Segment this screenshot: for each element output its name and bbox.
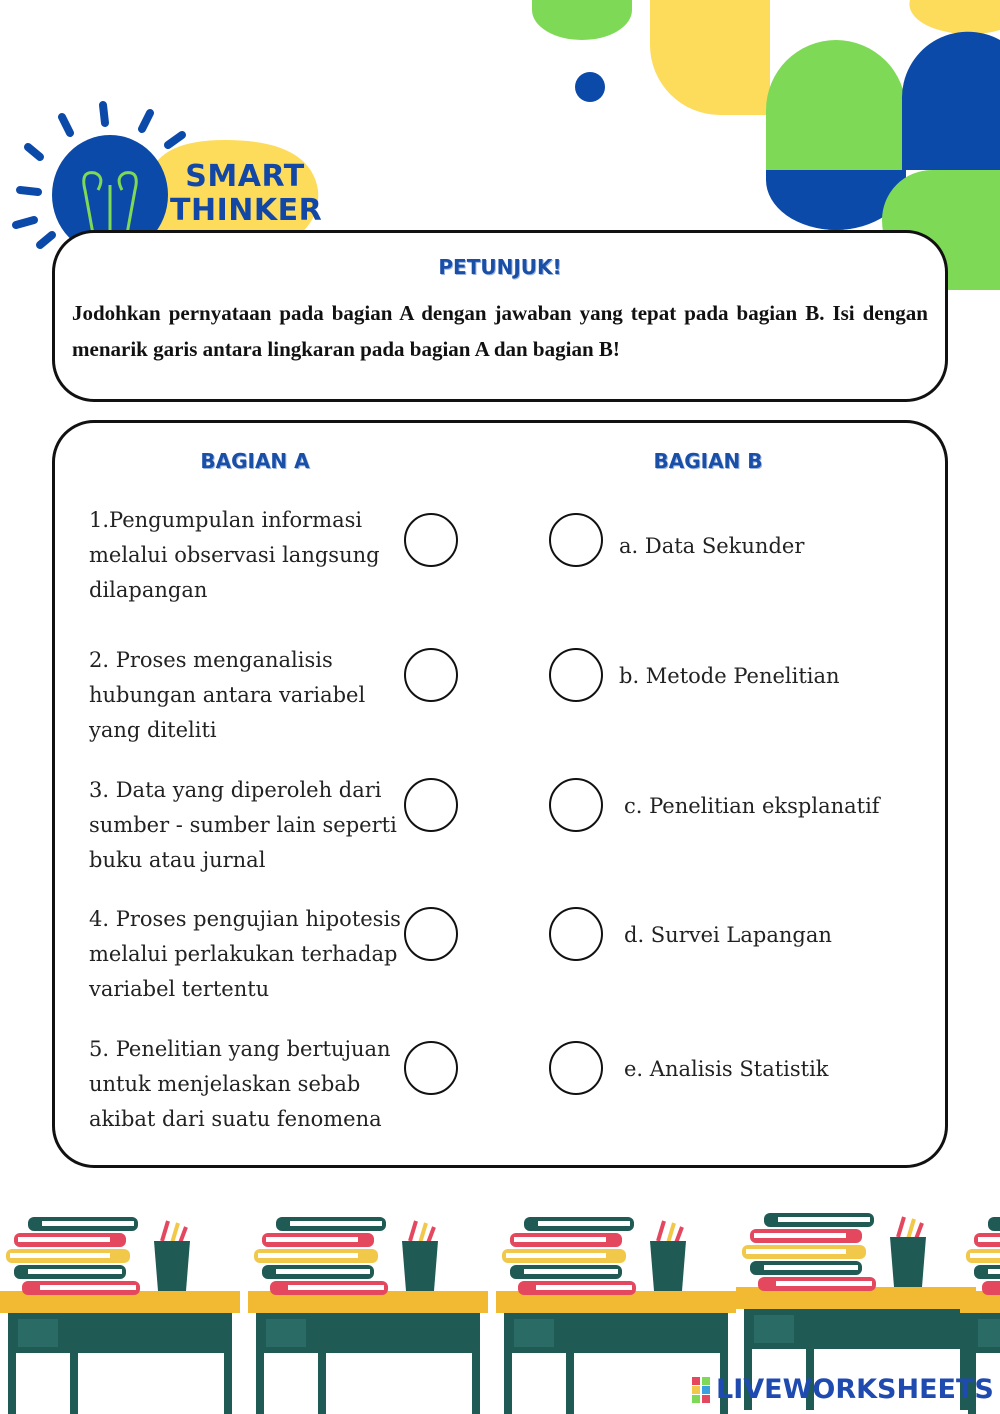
liveworksheets-brand: LIVEWORKSHEETS — [716, 1374, 994, 1405]
part-a-title: BAGIAN A — [200, 449, 310, 473]
part-b-circle-d[interactable] — [549, 907, 603, 961]
logo-line-thinker: THINKER — [170, 193, 323, 228]
part-a-item-5: 5. Penelitian yang bertujuan untuk menjelaskan sebab akibat dari suatu fenomena — [89, 1037, 391, 1131]
part-b-item-d: d. Survei Lapangan — [624, 923, 832, 947]
part-b-circle-e[interactable] — [549, 1041, 603, 1095]
part-a-circle-1[interactable] — [404, 513, 458, 567]
part-b-circle-a[interactable] — [549, 513, 603, 567]
part-a-item-1: 1.Pengumpulan informasi melalui observasi langsung dilapangan — [89, 508, 380, 602]
matching-box — [52, 420, 948, 1168]
part-a-item-3: 3. Data yang diperoleh dari sumber - sumber lain seperti buku atau jurnal — [89, 778, 397, 872]
part-a-circle-2[interactable] — [404, 648, 458, 702]
part-a-item-4: 4. Proses pengujian hipotesis melalui perlakukan terhadap variabel tertentu — [89, 907, 401, 1001]
part-a-item-2: 2. Proses menganalisis hubungan antara variabel yang diteliti — [89, 648, 366, 742]
part-b-item-e: e. Analisis Statistik — [624, 1057, 829, 1081]
liveworksheets-logo-icon — [692, 1377, 710, 1403]
part-b-circle-b[interactable] — [549, 648, 603, 702]
part-a-circle-5[interactable] — [404, 1041, 458, 1095]
instructions-text: Jodohkan pernyataan pada bagian A dengan jawaban yang tepat pada bagian B. Isi dengan menarik garis antara lingkaran pada bagian A dan bagian B! — [72, 301, 928, 361]
part-b-title: BAGIAN B — [653, 449, 763, 473]
logo-line-smart: SMART — [185, 159, 305, 194]
part-a-circle-3[interactable] — [404, 778, 458, 832]
part-b-item-b: b. Metode Penelitian — [619, 664, 840, 688]
instructions-box — [52, 230, 948, 402]
part-a-circle-4[interactable] — [404, 907, 458, 961]
part-b-item-c: c. Penelitian eksplanatif — [624, 794, 880, 818]
part-b-item-a: a. Data Sekunder — [619, 534, 805, 558]
part-b-circle-c[interactable] — [549, 778, 603, 832]
instructions-title: PETUNJUK! — [438, 255, 562, 279]
